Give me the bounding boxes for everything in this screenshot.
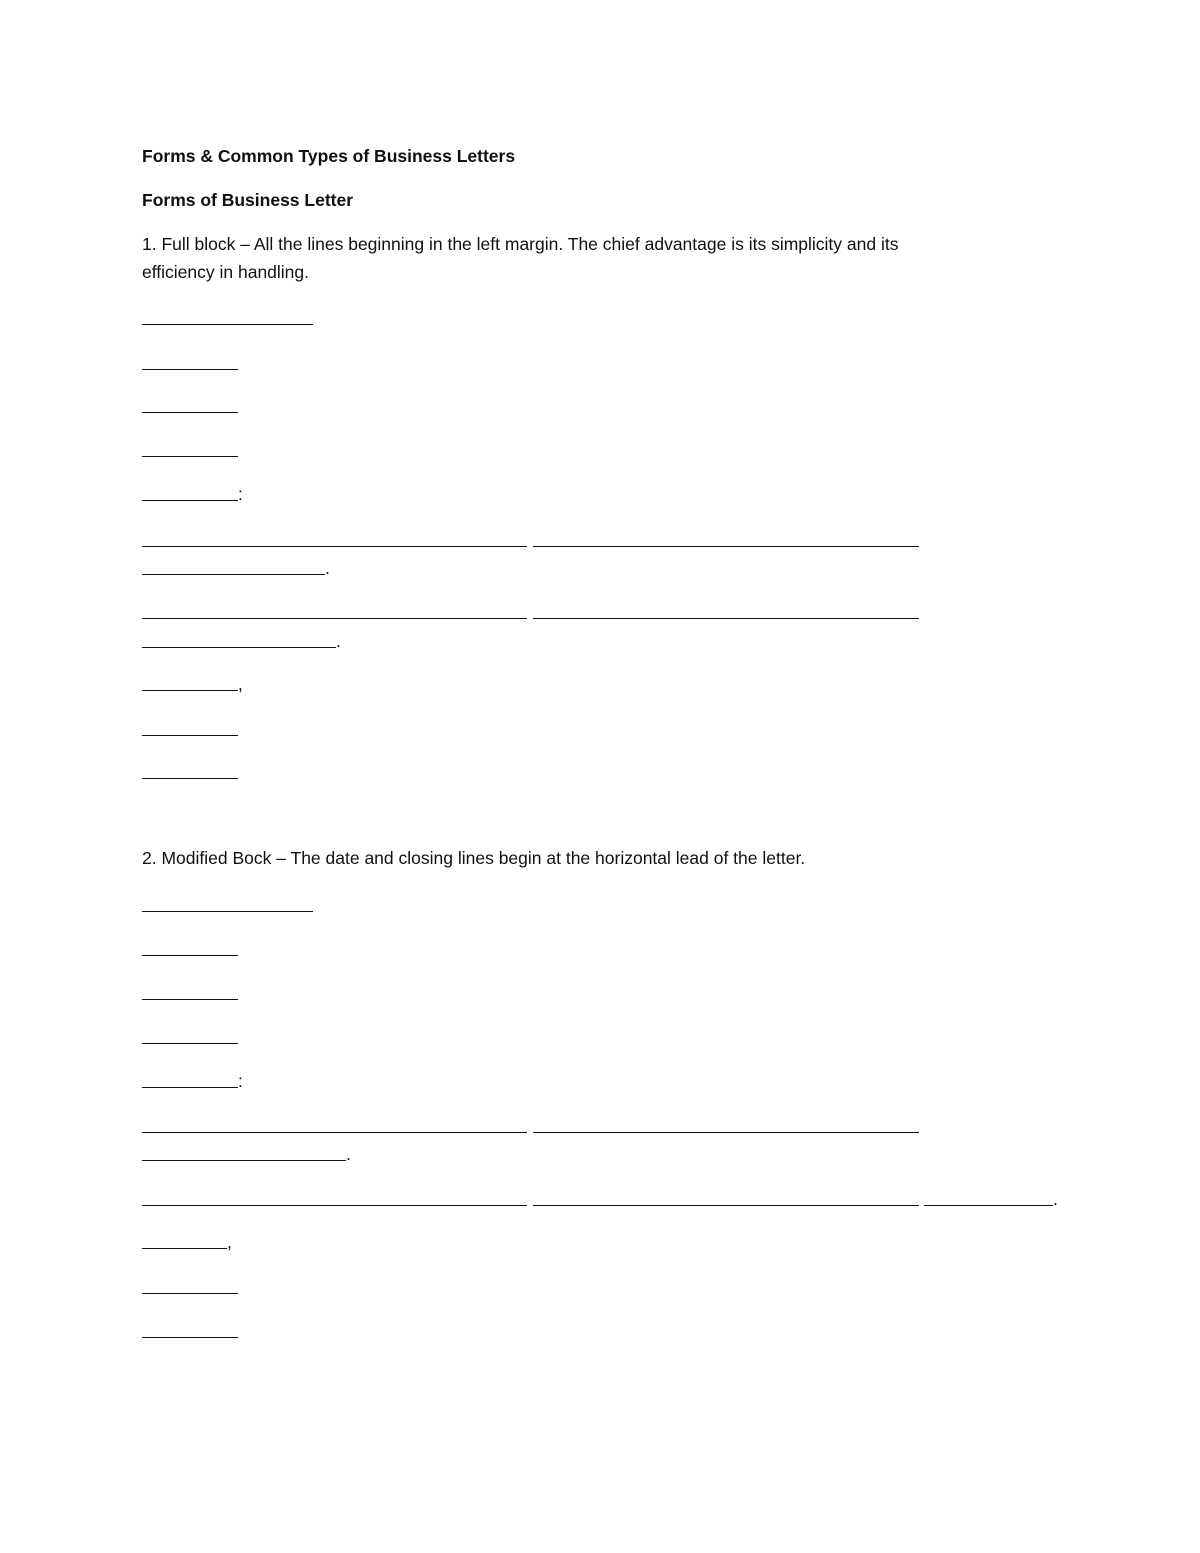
body-period: . [325, 558, 330, 578]
address-blank-line [142, 1043, 238, 1044]
address-blank-line [142, 412, 238, 413]
body-blank-line [142, 546, 527, 547]
body-blank-line [142, 1160, 346, 1161]
signature-blank-line [142, 1337, 238, 1338]
closing-comma: , [238, 674, 243, 694]
signature-blank-line [142, 1293, 238, 1294]
closing-blank-line [142, 1248, 227, 1249]
salutation-blank-line [142, 500, 238, 501]
modified-block-description: 2. Modified Bock – The date and closing lines begin at the horizontal lead of the letter. [142, 848, 806, 868]
body-blank-line [533, 1205, 919, 1206]
salutation-colon: : [238, 484, 243, 504]
signature-blank-line [142, 735, 238, 736]
date-blank-line [142, 911, 313, 912]
full-block-description-line-2: efficiency in handling. [142, 262, 310, 282]
document-title: Forms & Common Types of Business Letters [142, 146, 516, 166]
section-heading: Forms of Business Letter [142, 190, 354, 210]
address-blank-line [142, 369, 238, 370]
body-period: . [346, 1144, 351, 1164]
closing-blank-line [142, 690, 238, 691]
body-blank-line [142, 647, 336, 648]
full-block-description-line-1: 1. Full block – All the lines beginning in the left margin. The chief advantage is its simplicity and its [142, 234, 899, 254]
body-blank-line [924, 1205, 1053, 1206]
salutation-blank-line [142, 1087, 238, 1088]
body-blank-line [142, 1205, 527, 1206]
date-blank-line [142, 324, 313, 325]
body-period: . [336, 631, 341, 651]
body-blank-line [533, 1132, 919, 1133]
body-period: . [1053, 1189, 1058, 1209]
body-blank-line [142, 574, 325, 575]
body-blank-line [533, 546, 919, 547]
closing-comma: , [227, 1232, 232, 1252]
address-blank-line [142, 999, 238, 1000]
address-blank-line [142, 955, 238, 956]
salutation-colon: : [238, 1071, 243, 1091]
body-blank-line [142, 1132, 527, 1133]
signature-blank-line [142, 778, 238, 779]
body-blank-line [142, 618, 527, 619]
address-blank-line [142, 456, 238, 457]
body-blank-line [533, 618, 919, 619]
